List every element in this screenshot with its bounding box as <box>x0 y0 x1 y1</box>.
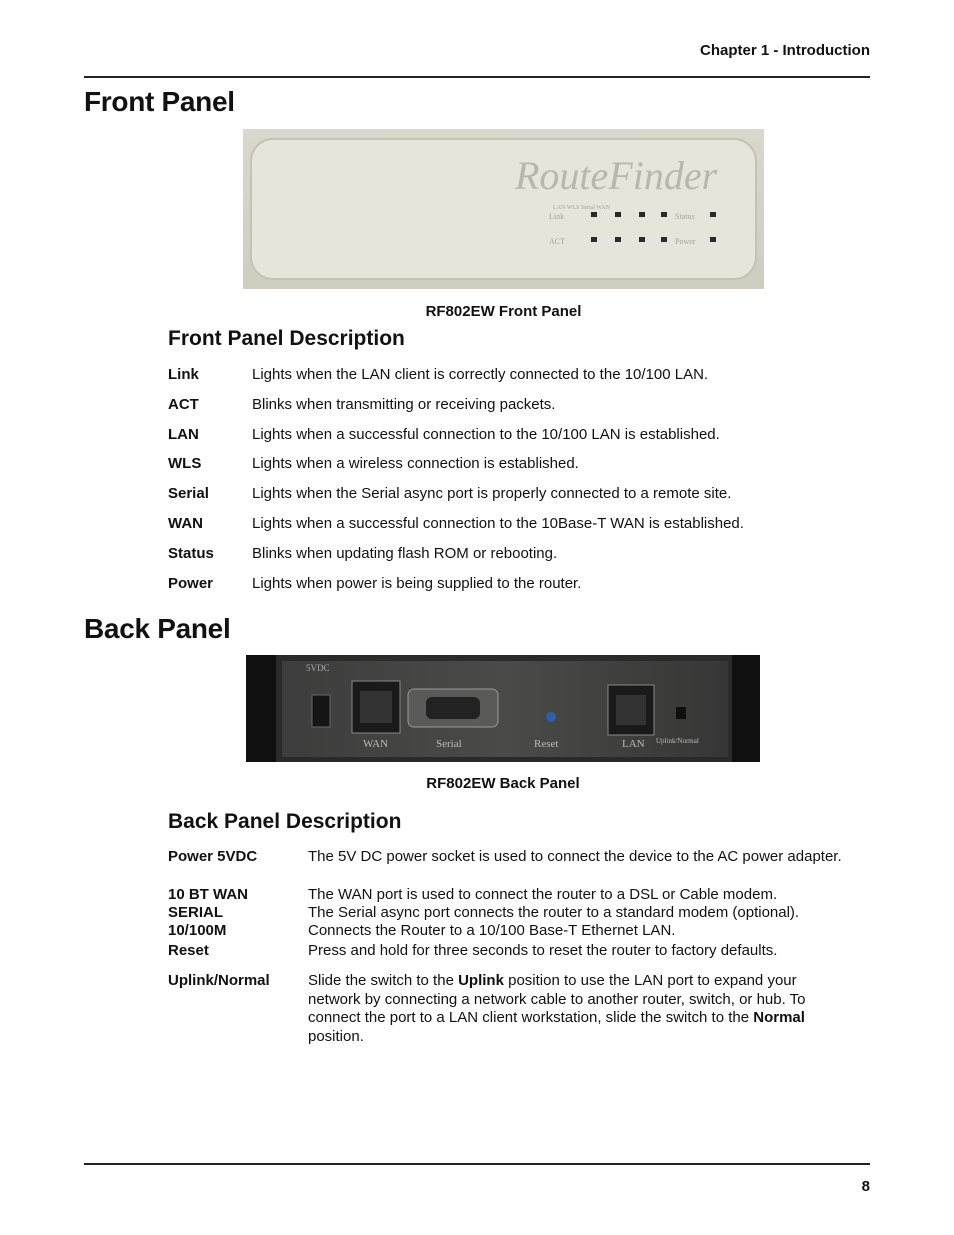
back-panel-caption: RF802EW Back Panel <box>426 775 580 792</box>
front-desc-power: Lights when power is being supplied to the router. <box>252 575 582 592</box>
back-panel-description-heading: Back Panel Description <box>168 810 402 833</box>
led-serial <box>661 212 667 217</box>
reset-label: Reset <box>534 738 559 750</box>
front-term-wls: WLS <box>168 455 202 472</box>
front-desc-act: Blinks when transmitting or receiving packets. <box>252 396 556 413</box>
back-desc-lan: Connects the Router to a 10/100 Base-T Ethernet LAN. <box>308 922 676 939</box>
led-act-lan <box>615 237 621 242</box>
front-term-link: Link <box>168 366 199 383</box>
power-jack-label: 5VDC <box>306 663 330 673</box>
uplink-desc-part2: position to use the LAN port to expand your network by connecting a network cable to another router, switch, or hub. To connect the port to a LAN client workstation, slide the switch to the <box>308 972 806 1026</box>
front-panel-description-heading: Front Panel Description <box>168 327 405 350</box>
led-power-label: Power <box>675 237 696 246</box>
uplink-switch-label: Uplink/Normal <box>656 737 699 745</box>
back-term-lan: 10/100M <box>168 922 227 939</box>
uplink-desc-part3: position. <box>308 1027 364 1045</box>
uplink-switch <box>676 707 686 719</box>
led-status-label: Status <box>675 212 695 221</box>
back-term-uplink: Uplink/Normal <box>168 972 270 989</box>
back-desc-power: The 5V DC power socket is used to connect the device to the AC power adapter. <box>308 848 842 865</box>
lan-port-opening <box>616 695 646 725</box>
uplink-desc-part1: Slide the switch to the <box>308 972 459 989</box>
power-jack <box>312 695 330 727</box>
page-number: 8 <box>861 1178 870 1195</box>
left-antenna <box>246 655 276 762</box>
front-term-serial: Serial <box>168 485 209 502</box>
serial-port-label: Serial <box>436 738 462 750</box>
front-panel-heading: Front Panel <box>84 86 235 117</box>
wan-port-label: WAN <box>363 738 389 750</box>
back-desc-uplink <box>308 972 843 1046</box>
led-link <box>591 212 597 217</box>
front-desc-link: Lights when the LAN client is correctly connected to the 10/100 LAN. <box>252 366 709 383</box>
led-row1-label: Link <box>549 212 565 221</box>
led-power <box>710 237 716 242</box>
uplink-desc-bold-uplink: Uplink <box>458 972 504 989</box>
header-rule <box>84 76 870 78</box>
front-term-wan: WAN <box>168 515 203 532</box>
led-lan <box>615 212 621 217</box>
lan-port-label: LAN <box>622 738 645 750</box>
front-term-lan: LAN <box>168 426 199 443</box>
back-term-wan: 10 BT WAN <box>168 886 249 903</box>
front-panel-photo <box>243 129 764 289</box>
front-desc-wls: Lights when a wireless connection is established. <box>252 455 579 472</box>
serial-port <box>426 697 480 719</box>
front-desc-lan: Lights when a successful connection to the 10/100 LAN is established. <box>252 426 720 443</box>
front-desc-wan: Lights when a successful connection to the 10Base-T WAN is established. <box>252 515 744 532</box>
footer-rule <box>84 1163 870 1165</box>
reset-button <box>546 712 556 722</box>
front-term-act: ACT <box>168 396 199 413</box>
uplink-desc-bold-normal: Normal <box>753 1009 805 1026</box>
routefinder-logo: RouteFinder <box>515 153 718 198</box>
back-term-reset: Reset <box>168 942 209 959</box>
back-term-power: Power 5VDC <box>168 848 258 865</box>
led-status <box>710 212 716 217</box>
front-desc-status: Blinks when updating flash ROM or rebooting. <box>252 545 558 562</box>
led-act-wls <box>639 237 645 242</box>
front-term-status: Status <box>168 545 214 562</box>
back-desc-wan: The WAN port is used to connect the router to a DSL or Cable modem. <box>308 886 778 903</box>
led-wan <box>661 237 667 242</box>
led-row2-label: ACT <box>549 237 565 246</box>
front-term-power: Power <box>168 575 214 592</box>
front-panel-caption: RF802EW Front Panel <box>425 303 582 320</box>
chapter-header: Chapter 1 - Introduction <box>700 42 870 59</box>
right-antenna <box>732 655 760 762</box>
back-term-serial: SERIAL <box>168 904 224 921</box>
wan-port-opening <box>360 691 392 723</box>
back-panel-photo <box>246 655 760 762</box>
back-panel-heading: Back Panel <box>84 613 231 644</box>
back-desc-serial: The Serial async port connects the router to a standard modem (optional). <box>308 904 800 921</box>
front-desc-serial: Lights when the Serial async port is properly connected to a remote site. <box>252 485 732 502</box>
led-column-labels: LAN WLS Serial WAN <box>553 205 610 211</box>
led-wls <box>639 212 645 217</box>
led-act <box>591 237 597 242</box>
back-desc-reset: Press and hold for three seconds to reset the router to factory defaults. <box>308 942 778 959</box>
